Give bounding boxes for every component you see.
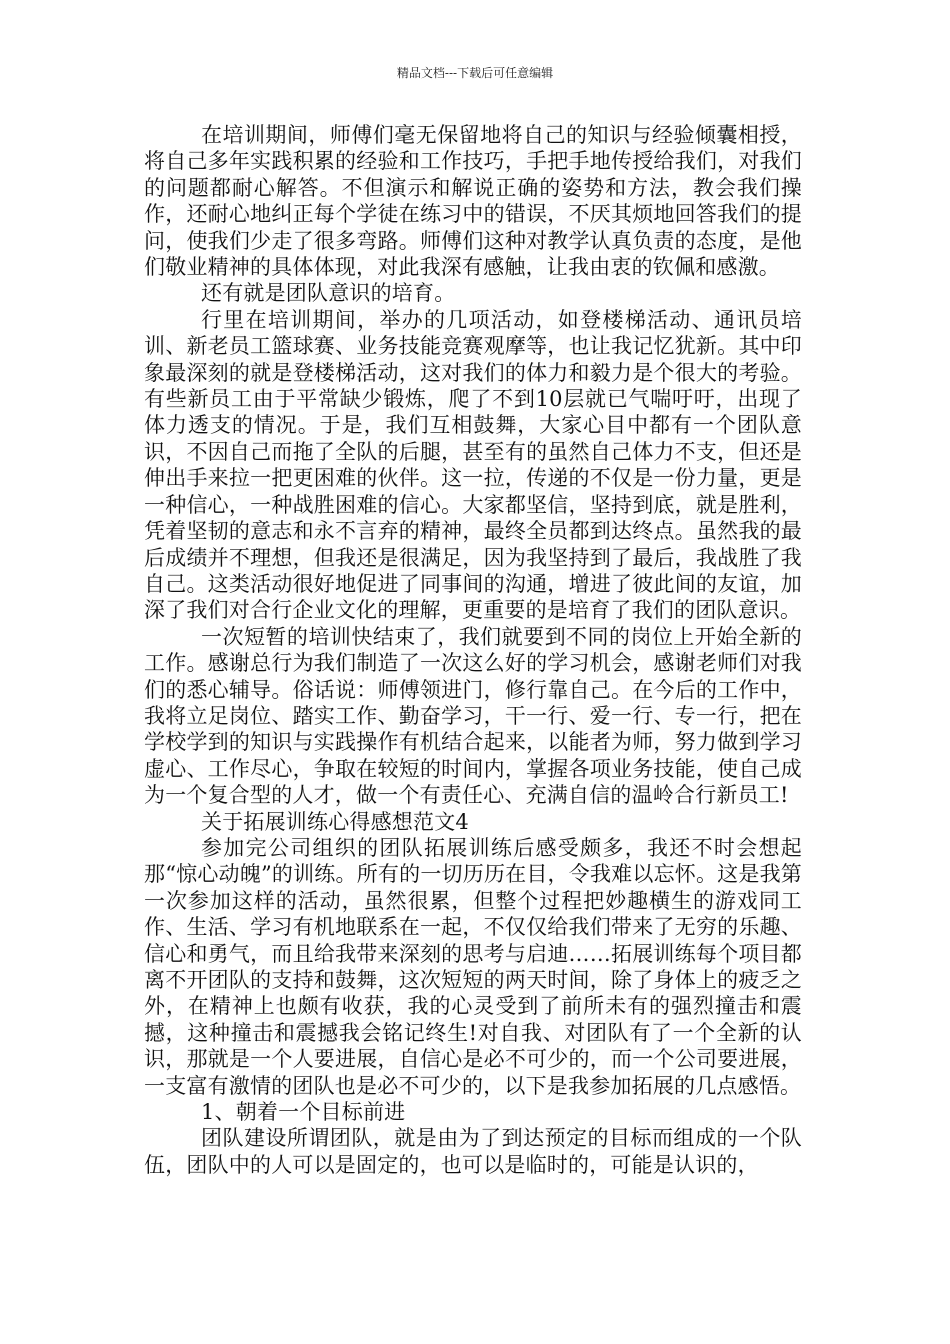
- paragraph-training-end: 一次短暂的培训快结束了，我们就要到不同的岗位上开始全新的工作。感谢总行为我们制造了一次这么好的学习机会，感谢老师们对我们的悉心辅导。俗话说：师傅领进门，修行靠自己。在今后的工作中，我将立足岗位、踏实工作、勤奋学习，干一行、爱一行、专一行，把在学校学到的知识与实践操作有机结合起来，以能者为师，努力做到学习虚心、工作尽心，争取在较短的时间内，掌握各项业务技能，使自己成为一个复合型的人才，做一个有责任心、充满自信的温岭合行新员工!: [144, 624, 802, 808]
- paragraph-training-period: 在培训期间，师傅们毫无保留地将自己的知识与经验倾囊相授，将自己多年实践积累的经验和工作技巧，手把手地传授给我们，对我们的问题都耐心解答。不但演示和解说正确的姿势和方法，教会我们操作，还耐心地纠正每个学徒在练习中的错误，不厌其烦地回答我们的提问，使我们少走了很多弯路。师傅们这种对教学认真负责的态度，是他们敬业精神的具体体现，对此我深有感触，让我由衷的钦佩和感激。: [144, 123, 802, 280]
- document-body: [144, 122, 802, 1178]
- paragraph-activities: 行里在培训期间，举办的几项活动，如登楼梯活动、通讯员培训、新老员工篮球赛、业务技能竞赛观摩等，也让我记忆犹新。其中印象最深刻的就是登楼梯活动，这对我们的体力和毅力是个很大的考验。有些新员工由于平常缺少锻炼，爬了不到10层就已气喘吁吁，出现了体力透支的情况。于是，我们互相鼓舞，大家心目中都有一个团队意识，不因自己而拖了全队的后腿，甚至有的虽然自己体力不支，但还是伸出手来拉一把更困难的伙伴。这一拉，传递的不仅是一份力量，更是一种信心，一种战胜困难的信心。大家都坚信，坚持到底，就是胜利，凭着坚韧的意志和永不言弃的精神，最终全员都到达终点。虽然我的最后成绩并不理想，但我还是很满足，因为我坚持到了最后，我战胜了我自己。这类活动很好地促进了同事间的沟通，增进了彼此间的友谊，加深了我们对合行企业文化的理解，更重要的是培育了我们的团队意识。: [144, 307, 802, 623]
- section-heading: 关于拓展训练心得感想范文4: [201, 809, 469, 834]
- paragraph-outward-bound: 参加完公司组织的团队拓展训练后感受颇多，我还不时会想起那“惊心动魄”的训练。所有的一切历历在目，令我难以忘怀。这是我第一次参加这样的活动，虽然很累，但整个过程把妙趣横生的游戏同工作、生活、学习有机地联系在一起，不仅仅给我们带来了无穷的乐趣、信心和勇气，而且给我带来深刻的思考与启迪……拓展训练每个项目都离不开团队的支持和鼓舞，这次短短的两天时间，除了身体上的疲乏之外，在精神上也颇有收获，我的心灵受到了前所未有的强烈撞击和震撼，这种撞击和震撼我会铭记终生!对自我、对团队有了一个全新的认识，那就是一个人要进展，自信心是必不可少的，而一个公司要进展，一支富有激情的团队也是必不可少的，以下是我参加拓展的几点感悟。: [144, 835, 802, 1098]
- paragraph-team-building: 团队建设所谓团队，就是由为了到达预定的目标而组成的一个队伍，团队中的人可以是固定的，也可以是临时的，可能是认识的，: [144, 1126, 802, 1177]
- paragraph-team-awareness: 还有就是团队意识的培育。: [201, 281, 456, 306]
- page-header: 精品文档---下载后可任意编辑: [396, 66, 554, 80]
- subheading-goal: 1、朝着一个目标前进: [201, 1100, 406, 1125]
